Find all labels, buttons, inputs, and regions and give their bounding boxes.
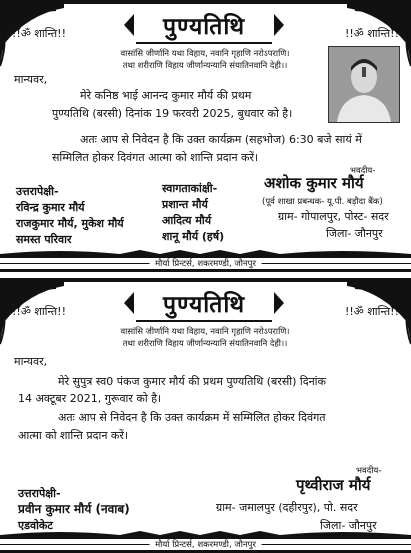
signatory-line-2: जिला- जौनपुर (320, 519, 377, 532)
card-2 (0, 278, 411, 553)
signatory-line-3: जिला- जौनपुर (326, 227, 383, 240)
portrait-photo (328, 46, 400, 123)
uttarapekshi-label: उत्तरापेक्षी- (16, 185, 59, 198)
page-title: पुण्यतिथि (162, 292, 246, 318)
uttarapekshi-name-2: राजकुमार मौर्य, मुकेश मौर्य (16, 217, 124, 230)
uttarapekshi-name-1: रविन्द्र कुमार मौर्य (16, 201, 85, 214)
shanti-left: !!ॐ शान्ति!! (12, 27, 67, 40)
salutation: मान्यवर, (14, 355, 48, 368)
person-portrait-icon (329, 47, 399, 122)
salutation: मान्यवर, (14, 73, 48, 86)
bhavdiy-label: भवदीय- (356, 466, 382, 476)
title-banner (136, 8, 272, 44)
swagat-label: स्वागताकांक्षी- (162, 182, 218, 195)
body-line-1: मेरे कनिष्ठ भाई आनन्द कुमार मौर्य की प्रथम (80, 89, 252, 102)
body-line-3: अतः आप से निवेदन है कि उक्त कार्यक्रम (सहभोज) 6:30 बजे सायं में (80, 133, 362, 146)
body-line-2: पुण्यतिथि (बरसी) दिनांक 19 फरवरी 2025, बुधवार को है। (52, 107, 293, 120)
signatory-line-2: ग्राम- गोपालपुर, पोस्ट- सदर (278, 210, 389, 223)
uttarapekshi-name-2: एडवोकेट (18, 519, 53, 532)
card-1 (0, 0, 411, 272)
shanti-right: !!ॐ शान्ति!! (344, 27, 399, 40)
swagat-name-3: शानू मौर्य (हर्ष) (162, 230, 225, 243)
shanti-left: !!ॐ शान्ति!! (12, 305, 67, 318)
verse (60, 325, 350, 349)
verse (60, 47, 350, 71)
body-line-2: 14 अक्टूबर 2021, गुरूवार को है। (18, 392, 162, 405)
border-pattern-icon (0, 248, 411, 258)
uttarapekshi-name-1: प्रवीन कुमार मौर्य (नवाब) (18, 502, 130, 516)
swagat-name-1: प्रशान्त मौर्य (162, 198, 208, 211)
printer-credit: मौर्या प्रिन्टर्स, शकरमण्डी, जौनपुर (149, 258, 262, 269)
verse-line-2: तथा शरीराणि विहाय जीर्णान्यन्यानि संयातिनवानि देही।। (122, 338, 288, 348)
border-pattern-icon (0, 529, 411, 539)
uttarapekshi-name-3: समस्त परिवार (16, 233, 72, 246)
uttarapekshi-label: उत्तरापेक्षी- (18, 487, 61, 500)
body-line-4: आत्मा को शान्ति प्रदान करें। (18, 429, 129, 442)
swagat-name-2: आदित्य मौर्य (162, 214, 212, 227)
bhavdiy-label: भवदीय- (350, 166, 376, 176)
shanti-right: !!ॐ शान्ति!! (344, 305, 399, 318)
signatory-name: पृथ्वीराज मौर्य (296, 476, 371, 494)
verse-line-1: वासांसि जीर्णानि यथा विहाय, नवानि गृहाणि नरोऽपराणि। (120, 326, 290, 336)
signatory-line-1: (पूर्व शाखा प्रबन्धक- यू.पी. बड़ौदा बैंक) (262, 197, 383, 207)
printer-credit: मौर्या प्रिन्टर्स, शकरमण्डी, जौनपुर (149, 539, 262, 550)
page-title: पुण्यतिथि (162, 14, 246, 40)
signatory-line-1: ग्राम- जमालपुर (दहीरपुर), पो. सदर (216, 501, 358, 514)
verse-line-1: वासांसि जीर्णानि यथा विहाय, नवानि गृहाणि नरोऽपराणि। (120, 48, 290, 58)
body-line-1: मेरे सुपुत्र स्व0 पंकज कुमार मौर्य की प्रथम पुण्यतिथि (बरसी) दिनांक (58, 375, 326, 388)
verse-line-2: तथा शरीराणि विहाय जीर्णान्यन्यानि संयातिनवानि देही।। (122, 60, 288, 70)
title-banner (136, 286, 272, 322)
body-line-4: सम्मिलित होकर दिवंगत आत्मा को शान्ति प्रदान करें। (52, 151, 259, 164)
signatory-name: अशोक कुमार मौर्य (264, 174, 364, 192)
body-line-3: अतः आप से निवेदन है कि उक्त कार्यक्रम में सम्मिलित होकर दिवंगत (58, 411, 326, 424)
